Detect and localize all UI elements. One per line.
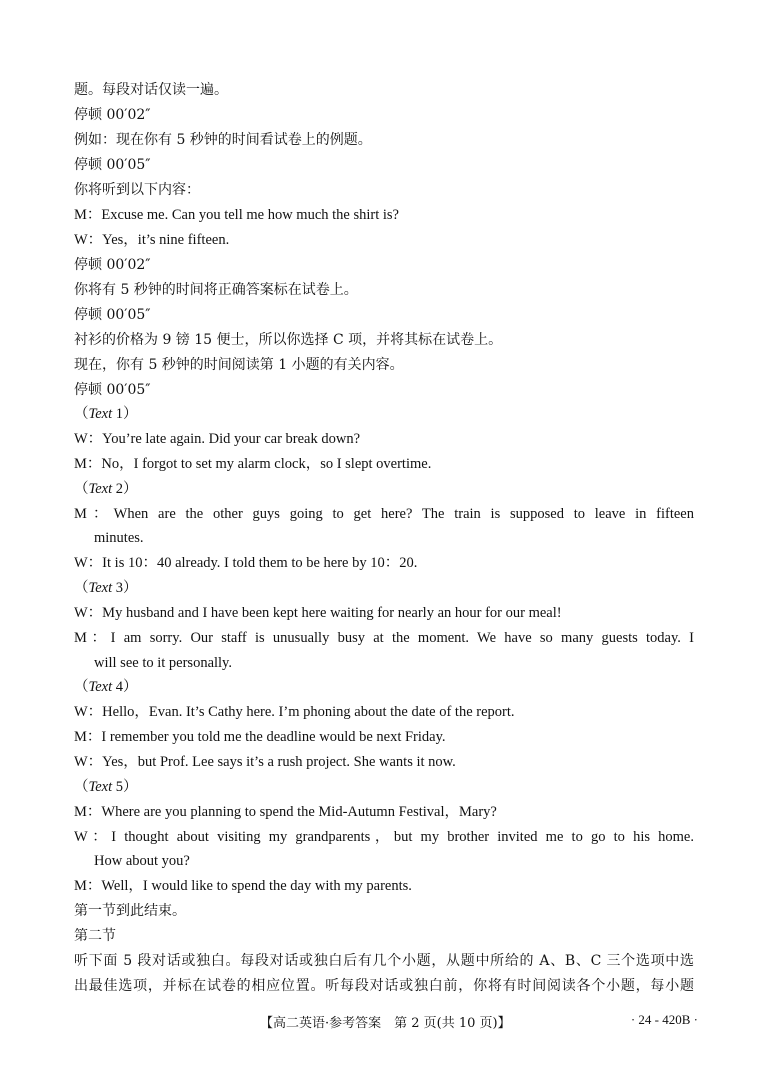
pause-line: 停顿 00′05″ — [74, 307, 151, 323]
text-line: 题。每段对话仅读一遍。 — [74, 82, 228, 98]
dialogue-line: M：Well，I would like to spend the day with my parents. — [74, 878, 412, 894]
dialogue-line: M：Where are you planning to spend the Mid-Autumn Festival，Mary? — [74, 804, 497, 820]
dialogue-line: W：Hello，Evan. It’s Cathy here. I’m phoning about the date of the report. — [74, 704, 515, 720]
dialogue-line: M：No，I forgot to set my alarm clock，so I slept overtime. — [74, 456, 432, 472]
dialogue-line-continued: will see to it personally. — [94, 655, 232, 671]
instruction-line: 听下面 5 段对话或独白。每段对话或独白后有几个小题，从题中所给的 A、B、C 三个选项中选 — [74, 953, 694, 969]
footer-code: · 24 - 420B · — [630, 1012, 698, 1027]
text-line: 你将听到以下内容： — [74, 182, 200, 198]
text-label: （Text 1） — [74, 406, 138, 422]
section-heading: 第二节 — [74, 928, 116, 944]
pause-line: 停顿 00′02″ — [74, 257, 151, 273]
dialogue-line-continued: minutes. — [94, 530, 144, 546]
text-label: （Text 4） — [74, 679, 138, 695]
text-label: （Text 3） — [74, 580, 138, 596]
dialogue-line: W：It is 10：40 already. I told them to be here by 10：20. — [74, 555, 418, 571]
text-label: （Text 5） — [74, 779, 138, 795]
text-line: 例如：现在你有 5 秒钟的时间看试卷上的例题。 — [74, 132, 372, 148]
dialogue-line-continued: How about you? — [94, 853, 190, 869]
dialogue-line: M：I am sorry. Our staff is unusually busy at the moment. We have so many guests today. I — [74, 630, 694, 646]
text-line: 现在，你有 5 秒钟的时间阅读第 1 小题的有关内容。 — [74, 357, 404, 373]
footer-title: 【高二英语·参考答案 第 2 页(共 10 页)】 — [260, 1016, 511, 1031]
dialogue-line: M：Excuse me. Can you tell me how much the shirt is? — [74, 207, 399, 223]
text-label: （Text 2） — [74, 481, 138, 497]
dialogue-line: M：I remember you told me the deadline would be next Friday. — [74, 729, 446, 745]
pause-line: 停顿 00′05″ — [74, 382, 151, 398]
dialogue-line: W：Yes，but Prof. Lee says it’s a rush project. She wants it now. — [74, 754, 456, 770]
dialogue-line: M：When are the other guys going to get here? The train is supposed to leave in fifteen — [74, 506, 694, 522]
dialogue-line: W：Yes，it’s nine fifteen. — [74, 232, 230, 248]
pause-line: 停顿 00′05″ — [74, 157, 151, 173]
text-line: 你将有 5 秒钟的时间将正确答案标在试卷上。 — [74, 282, 358, 298]
instruction-line: 出最佳选项，并标在试卷的相应位置。听每段对话或独白前，你将有时间阅读各个小题，每小题 — [74, 978, 694, 994]
dialogue-line: W：I thought about visiting my grandparents，but my brother invited me to go to his home. — [74, 829, 694, 845]
text-line: 衬衫的价格为 9 镑 15 便士，所以你选择 C 项，并将其标在试卷上。 — [74, 332, 503, 348]
pause-line: 停顿 00′02″ — [74, 107, 151, 123]
section-end-line: 第一节到此结束。 — [74, 903, 186, 919]
dialogue-line: W：My husband and I have been kept here waiting for nearly an hour for our meal! — [74, 605, 562, 621]
dialogue-line: W：You’re late again. Did your car break down? — [74, 431, 361, 447]
